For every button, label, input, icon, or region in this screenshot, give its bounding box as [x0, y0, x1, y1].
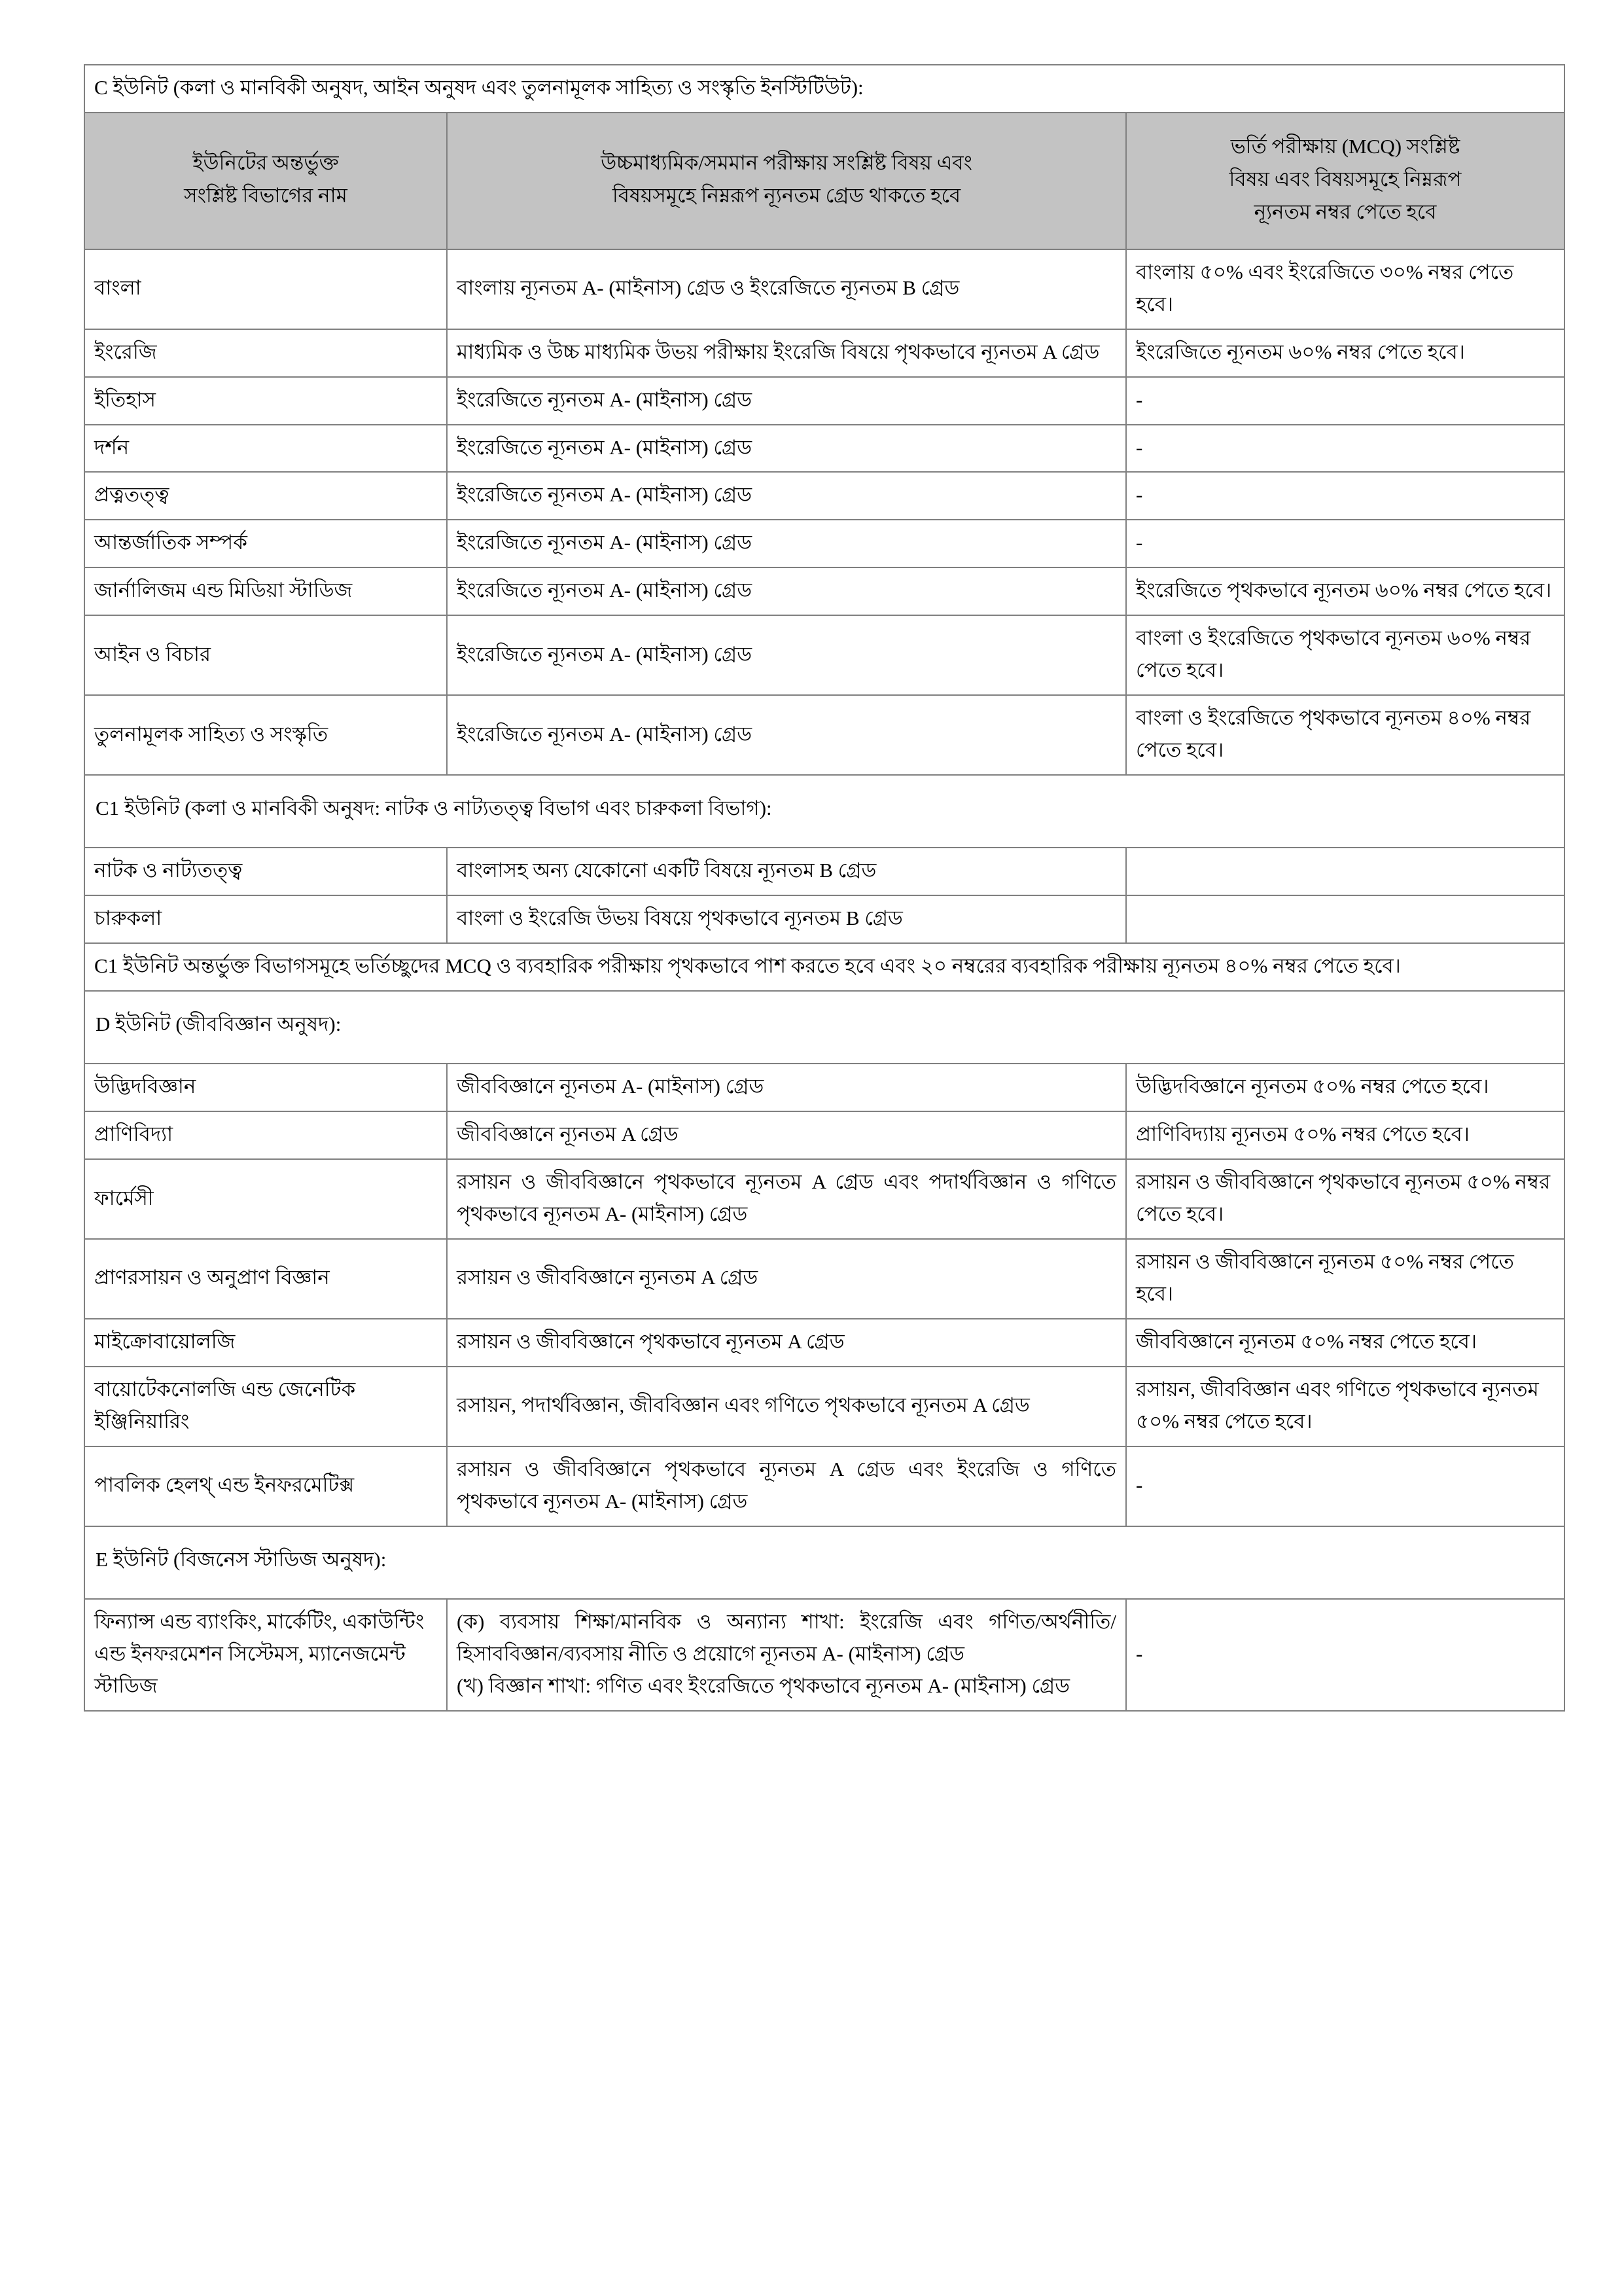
cell-mcq-requirement: জীববিজ্ঞানে ন্যূনতম ৫০% নম্বর পেতে হবে।: [1126, 1319, 1564, 1367]
column-header-mcq-requirement: ভর্তি পরীক্ষায় (MCQ) সংশ্লিষ্ট বিষয় এবং বিষয়সমূহে নিম্নরূপ ন্যূনতম নম্বর পেতে হবে: [1126, 113, 1564, 249]
cell-mcq-requirement: রসায়ন, জীববিজ্ঞান এবং গণিতে পৃথকভাবে ন্যূনতম ৫০% নম্বর পেতে হবে।: [1126, 1367, 1564, 1446]
cell-mcq-requirement: -: [1126, 1599, 1564, 1711]
cell-mcq-requirement: বাংলায় ৫০% এবং ইংরেজিতে ৩০% নম্বর পেতে হবে।: [1126, 249, 1564, 329]
cell-department: চারুকলা: [84, 895, 447, 943]
cell-department: দর্শন: [84, 425, 447, 473]
table-row: [84, 425, 1564, 473]
section-note-unit-c1: C1 ইউনিট অন্তর্ভুক্ত বিভাগসমূহে ভর্তিচ্ছুদের MCQ ও ব্যবহারিক পরীক্ষায় পৃথকভাবে পাশ করতে হবে এবং ২০ নম্বরের ব্যবহারিক পরীক্ষায় ন্যূনতম ৪০% নম্বর পেতে হবে।: [84, 943, 1564, 991]
cell-mcq-requirement: ইংরেজিতে পৃথকভাবে ন্যূনতম ৬০% নম্বর পেতে হবে।: [1126, 567, 1564, 615]
cell-mcq-requirement: রসায়ন ও জীববিজ্ঞানে পৃথকভাবে ন্যূনতম ৫০% নম্বর পেতে হবে।: [1126, 1159, 1564, 1239]
cell-hsc-requirement: বাংলা ও ইংরেজি উভয় বিষয়ে পৃথকভাবে ন্যূনতম B গ্রেড: [447, 895, 1126, 943]
cell-hsc-requirement: ইংরেজিতে ন্যূনতম A- (মাইনাস) গ্রেড: [447, 615, 1126, 695]
cell-hsc-requirement: রসায়ন ও জীববিজ্ঞানে ন্যূনতম A গ্রেড: [447, 1239, 1126, 1319]
table-row: [84, 472, 1564, 520]
cell-department: ফার্মেসী: [84, 1159, 447, 1239]
table-row: [84, 567, 1564, 615]
cell-department: উদ্ভিদবিজ্ঞান: [84, 1064, 447, 1111]
table-row: [84, 377, 1564, 425]
cell-hsc-requirement: ইংরেজিতে ন্যূনতম A- (মাইনাস) গ্রেড: [447, 377, 1126, 425]
cell-department: মাইক্রোবায়োলজি: [84, 1319, 447, 1367]
table-row: [84, 1111, 1564, 1159]
cell-hsc-requirement: ইংরেজিতে ন্যূনতম A- (মাইনাস) গ্রেড: [447, 695, 1126, 775]
table-row: [84, 895, 1564, 943]
cell-department: নাটক ও নাট্যতত্ত্ব: [84, 848, 447, 895]
table-row: [84, 329, 1564, 377]
cell-mcq-requirement: [1126, 895, 1564, 943]
section-heading-unit-c1: C1 ইউনিট (কলা ও মানবিকী অনুষদ: নাটক ও নাট্যতত্ত্ব বিভাগ এবং চারুকলা বিভাগ):: [84, 775, 1564, 848]
cell-hsc-requirement: রসায়ন ও জীববিজ্ঞানে পৃথকভাবে ন্যূনতম A গ্রেড: [447, 1319, 1126, 1367]
cell-hsc-requirement: রসায়ন ও জীববিজ্ঞানে পৃথকভাবে ন্যূনতম A গ্রেড এবং ইংরেজি ও গণিতে পৃথকভাবে ন্যূনতম A- (মাইনাস) গ্রেড: [447, 1446, 1126, 1526]
cell-department: প্রত্নতত্ত্ব: [84, 472, 447, 520]
cell-hsc-requirement: ইংরেজিতে ন্যূনতম A- (মাইনাস) গ্রেড: [447, 567, 1126, 615]
table-row: [84, 1319, 1564, 1367]
cell-hsc-requirement: ইংরেজিতে ন্যূনতম A- (মাইনাস) গ্রেড: [447, 472, 1126, 520]
section-heading-unit-e: E ইউনিট (বিজনেস স্টাডিজ অনুষদ):: [84, 1526, 1564, 1599]
table-row: [84, 1064, 1564, 1111]
cell-hsc-requirement: বাংলাসহ অন্য যেকোনো একটি বিষয়ে ন্যূনতম B গ্রেড: [447, 848, 1126, 895]
table-row: [84, 249, 1564, 329]
cell-department: তুলনামূলক সাহিত্য ও সংস্কৃতি: [84, 695, 447, 775]
eligibility-table-wrapper: [84, 64, 1564, 1712]
cell-department: পাবলিক হেলথ্‌ এন্ড ইনফরমেটিক্স: [84, 1446, 447, 1526]
cell-mcq-requirement: রসায়ন ও জীববিজ্ঞানে ন্যূনতম ৫০% নম্বর পেতে হবে।: [1126, 1239, 1564, 1319]
cell-hsc-requirement: জীববিজ্ঞানে ন্যূনতম A- (মাইনাস) গ্রেড: [447, 1064, 1126, 1111]
section-heading-row: [84, 775, 1564, 848]
cell-mcq-requirement: বাংলা ও ইংরেজিতে পৃথকভাবে ন্যূনতম ৪০% নম্বর পেতে হবে।: [1126, 695, 1564, 775]
cell-mcq-requirement: উদ্ভিদবিজ্ঞানে ন্যূনতম ৫০% নম্বর পেতে হবে।: [1126, 1064, 1564, 1111]
column-header-row: [84, 113, 1564, 249]
table-row: [84, 520, 1564, 567]
section-heading-unit-d: D ইউনিট (জীববিজ্ঞান অনুষদ):: [84, 991, 1564, 1064]
cell-hsc-requirement: ইংরেজিতে ন্যূনতম A- (মাইনাস) গ্রেড: [447, 520, 1126, 567]
table-row: [84, 848, 1564, 895]
cell-department: ফিন্যান্স এন্ড ব্যাংকিং, মার্কেটিং, একাউন্টিং এন্ড ইনফরমেশন সিস্টেমস, ম্যানেজমেন্ট স্টাডিজ: [84, 1599, 447, 1711]
table-row: [84, 1599, 1564, 1711]
cell-department: ইংরেজি: [84, 329, 447, 377]
table-row: [84, 1367, 1564, 1446]
section-heading-row: [84, 991, 1564, 1064]
column-header-department: ইউনিটের অন্তর্ভুক্ত সংশ্লিষ্ট বিভাগের নাম: [84, 113, 447, 249]
cell-mcq-requirement: -: [1126, 520, 1564, 567]
cell-mcq-requirement: বাংলা ও ইংরেজিতে পৃথকভাবে ন্যূনতম ৬০% নম্বর পেতে হবে।: [1126, 615, 1564, 695]
cell-department: বায়োটেকনোলজি এন্ড জেনেটিক ইঞ্জিনিয়ারিং: [84, 1367, 447, 1446]
section-note-row: [84, 943, 1564, 991]
section-heading-row: [84, 1526, 1564, 1599]
table-row: [84, 615, 1564, 695]
table-row: [84, 1446, 1564, 1526]
cell-hsc-requirement: জীববিজ্ঞানে ন্যূনতম A গ্রেড: [447, 1111, 1126, 1159]
section-heading-unit-c: C ইউনিট (কলা ও মানবিকী অনুষদ, আইন অনুষদ এবং তুলনামূলক সাহিত্য ও সংস্কৃতি ইনস্টিটিউট):: [84, 65, 1564, 113]
cell-hsc-requirement: মাধ্যমিক ও উচ্চ মাধ্যমিক উভয় পরীক্ষায় ইংরেজি বিষয়ে পৃথকভাবে ন্যূনতম A গ্রেড: [447, 329, 1126, 377]
cell-mcq-requirement: ইংরেজিতে ন্যূনতম ৬০% নম্বর পেতে হবে।: [1126, 329, 1564, 377]
table-row: [84, 1239, 1564, 1319]
cell-hsc-requirement: ইংরেজিতে ন্যূনতম A- (মাইনাস) গ্রেড: [447, 425, 1126, 473]
table-row: [84, 695, 1564, 775]
cell-hsc-requirement: (ক) ব্যবসায় শিক্ষা/মানবিক ও অন্যান্য শাখা: ইংরেজি এবং গণিত/অর্থনীতি/হিসাববিজ্ঞান/ব্যবসায় নীতি ও প্রয়োগে ন্যূনতম A- (মাইনাস) গ্রেড (খ) বিজ্ঞান শাখা: গণিত এবং ইংরেজিতে পৃথকভাবে ন্যূনতম A- (মাইনাস) গ্রেড: [447, 1599, 1126, 1711]
cell-department: প্রাণিবিদ্যা: [84, 1111, 447, 1159]
cell-department: আইন ও বিচার: [84, 615, 447, 695]
cell-mcq-requirement: -: [1126, 1446, 1564, 1526]
cell-department: প্রাণরসায়ন ও অনুপ্রাণ বিজ্ঞান: [84, 1239, 447, 1319]
cell-mcq-requirement: -: [1126, 472, 1564, 520]
section-heading-row: [84, 65, 1564, 113]
cell-hsc-requirement: রসায়ন, পদার্থবিজ্ঞান, জীববিজ্ঞান এবং গণিতে পৃথকভাবে ন্যূনতম A গ্রেড: [447, 1367, 1126, 1446]
cell-hsc-requirement: রসায়ন ও জীববিজ্ঞানে পৃথকভাবে ন্যূনতম A গ্রেড এবং পদার্থবিজ্ঞান ও গণিতে পৃথকভাবে ন্যূনতম A- (মাইনাস) গ্রেড: [447, 1159, 1126, 1239]
cell-mcq-requirement: -: [1126, 425, 1564, 473]
cell-mcq-requirement: -: [1126, 377, 1564, 425]
column-header-hsc-requirement: উচ্চমাধ্যমিক/সমমান পরীক্ষায় সংশ্লিষ্ট বিষয় এবং বিষয়সমূহে নিম্নরূপ ন্যূনতম গ্রেড থাকতে হবে: [447, 113, 1126, 249]
cell-department: বাংলা: [84, 249, 447, 329]
cell-department: ইতিহাস: [84, 377, 447, 425]
table-row: [84, 1159, 1564, 1239]
cell-hsc-requirement: বাংলায় ন্যূনতম A- (মাইনাস) গ্রেড ও ইংরেজিতে ন্যূনতম B গ্রেড: [447, 249, 1126, 329]
cell-mcq-requirement: প্রাণিবিদ্যায় ন্যূনতম ৫০% নম্বর পেতে হবে।: [1126, 1111, 1564, 1159]
cell-department: আন্তর্জাতিক সম্পর্ক: [84, 520, 447, 567]
cell-department: জার্নালিজম এন্ড মিডিয়া স্টাডিজ: [84, 567, 447, 615]
admission-eligibility-table: [84, 64, 1565, 1712]
cell-mcq-requirement: [1126, 848, 1564, 895]
